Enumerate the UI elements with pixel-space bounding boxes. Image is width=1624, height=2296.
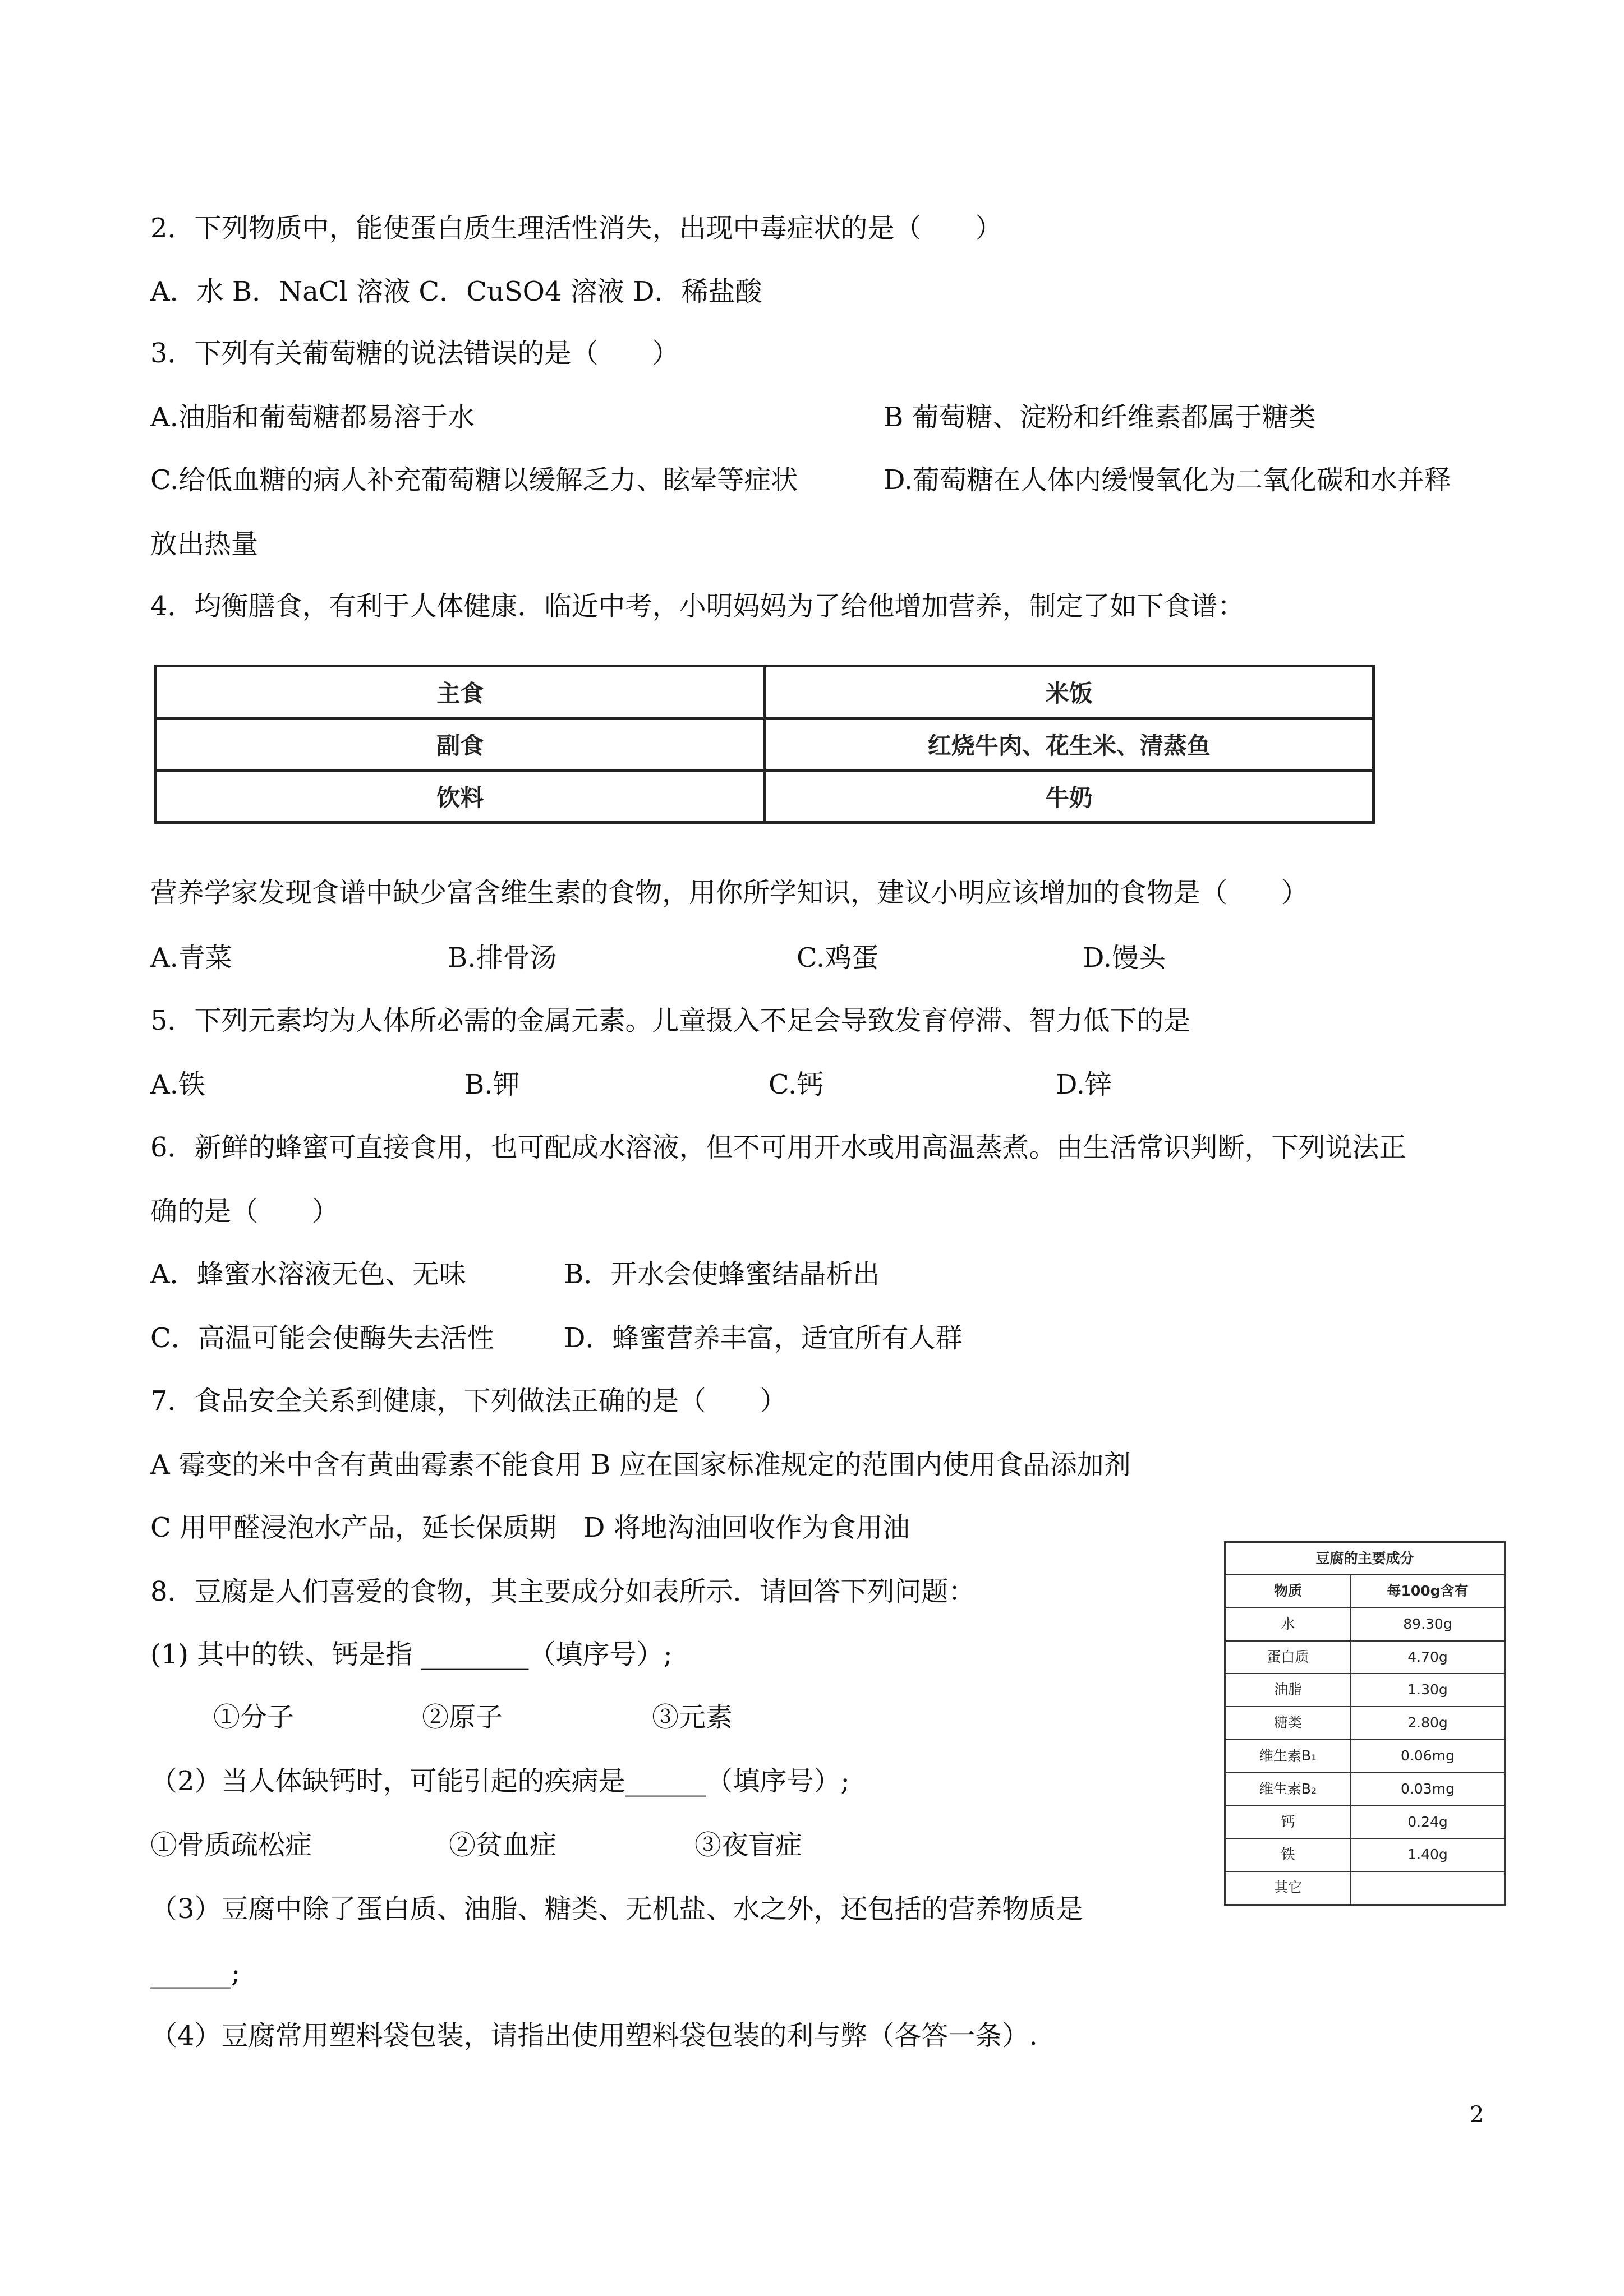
q4-option-a: A.青菜 [150,942,232,974]
q5-stem: 5．下列元素均为人体所必需的金属元素。儿童摄入不足会导致发育停滞、智力低下的是 [150,1005,1191,1036]
q8-stem: 8．豆腐是人们喜爱的食物，其主要成分如表所示．请回答下列问题： [150,1576,976,1607]
q8-part4: （4）豆腐常用塑料袋包装，请指出使用塑料袋包装的利与弊（各答一条）. [150,2020,1038,2051]
menu-table [154,665,1375,824]
amount-cell: 2.80g [1407,1714,1448,1731]
q3-option-b: B 葡萄糖、淀粉和纤维素都属于糖类 [884,402,1316,433]
q7-options-ab: A 霉变的米中含有黄曲霉素不能食用 B 应在国家标准规定的范围内使用食品添加剂 [150,1449,1131,1481]
substance-cell: 维生素B₁ [1226,1740,1351,1772]
substance-cell: 蛋白质 [1226,1642,1351,1673]
amount-cell: 0.24g [1407,1813,1448,1830]
q5-option-a: A.铁 [150,1069,205,1100]
menu-item: 红烧牛肉、花生米、清蒸鱼 [765,718,1374,771]
menu-category: 副食 [156,718,765,771]
amount-cell: 89.30g [1403,1615,1452,1632]
q4-follow-up: 营养学家发现食谱中缺少富含维生素的食物，用你所学知识，建议小明应该增加的食物是（ ） [150,877,1309,909]
q3-stem: 3．下列有关葡萄糖的说法错误的是（ ） [150,338,679,369]
q8-part1-option1: ①分子 [213,1702,295,1733]
amount-cell: 1.40g [1407,1846,1448,1863]
q4-option-c: C.鸡蛋 [797,942,879,974]
q8-part2-option2: ②贫血症 [449,1829,557,1861]
q3-option-a: A.油脂和葡萄糖都易溶于水 [150,402,475,433]
page-number: 2 [1470,2102,1484,2128]
q6-stem-continued: 确的是（ ） [150,1196,339,1227]
menu-item: 米饭 [765,666,1374,718]
q5-option-c: C.钙 [769,1069,824,1100]
amount-cell [1351,1872,1504,1904]
amount-cell: 4.70g [1407,1648,1448,1665]
substance-cell: 钙 [1226,1806,1351,1838]
amount-cell: 1.30g [1407,1681,1448,1698]
q4-option-b: B.排骨汤 [448,942,557,974]
table-row [1226,1806,1504,1839]
menu-row [156,771,1374,823]
q6-option-b: B．开水会使蜂蜜结晶析出 [564,1258,880,1290]
q2-stem: 2．下列物质中，能使蛋白质生理活性消失，出现中毒症状的是（ ） [150,213,1002,244]
q4-stem: 4．均衡膳食，有利于人体健康．临近中考，小明妈妈为了给他增加营养，制定了如下食谱： [150,591,1245,622]
q8-part1: (1) 其中的铁、钙是指 ________（填序号）; [150,1639,673,1670]
substance-cell: 油脂 [1226,1674,1351,1706]
q2-options: A．水 B．NaCl 溶液 C．CuSO4 溶液 D．稀盐酸 [150,276,762,307]
q8-part2-option1: ①骨质疏松症 [150,1829,312,1861]
menu-category: 饮料 [156,771,765,823]
table-row [1226,1642,1504,1675]
q8-part2: （2）当人体缺钙时，可能引起的疾病是______（填序号）; [150,1765,850,1797]
q6-option-c: C．高温可能会使酶失去活性 [150,1322,494,1354]
q5-option-d: D.锌 [1056,1069,1112,1100]
menu-row [156,718,1374,771]
q8-part3: （3）豆腐中除了蛋白质、油脂、糖类、无机盐、水之外，还包括的营养物质是 [150,1893,1083,1925]
q7-options-cd: C 用甲醛浸泡水产品，延长保质期 D 将地沟油回收作为食用油 [150,1512,910,1543]
table-row [1226,1707,1504,1740]
table-row [1226,1740,1504,1773]
table-row [1226,1773,1504,1806]
menu-row [156,666,1374,718]
substance-cell: 铁 [1226,1839,1351,1871]
tofu-table-header [1226,1575,1504,1608]
substance-cell: 维生素B₂ [1226,1773,1351,1805]
q4-option-d: D.馒头 [1083,942,1166,974]
q8-part2-option3: ③夜盲症 [694,1829,803,1861]
q8-part3-blank: ______; [150,1957,241,1989]
q3-option-c: C.给低血糖的病人补充葡萄糖以缓解乏力、眩晕等症状 [150,464,798,496]
q8-part1-option3: ③元素 [652,1702,733,1733]
tofu-table-caption: 豆腐的主要成分 [1226,1543,1504,1575]
amount-cell: 0.03mg [1401,1780,1455,1797]
menu-category: 主食 [156,666,765,718]
table-row [1226,1674,1504,1707]
q3-option-d: D.葡萄糖在人体内缓慢氧化为二氧化碳和水并释 [884,464,1452,496]
q6-option-d: D．蜂蜜营养丰富，适宜所有人群 [564,1322,963,1354]
q5-option-b: B.钾 [464,1069,520,1100]
table-row [1226,1839,1504,1872]
q6-stem: 6．新鲜的蜂蜜可直接食用，也可配成水溶液，但不可用开水或用高温蒸煮。由生活常识判断，下列说法正 [150,1132,1406,1163]
table-row [1226,1608,1504,1642]
tofu-nutrition-table [1224,1541,1506,1906]
substance-cell: 水 [1226,1608,1351,1640]
q7-stem: 7．食品安全关系到健康，下列做法正确的是（ ） [150,1385,787,1417]
q8-part1-option2: ②原子 [422,1702,503,1733]
q6-option-a: A．蜂蜜水溶液无色、无味 [150,1258,466,1290]
q3-option-d-continued: 放出热量 [150,528,259,560]
header-substance: 物质 [1226,1575,1351,1607]
table-row [1226,1872,1504,1904]
header-amount: 每100g含有 [1387,1583,1469,1599]
substance-cell: 其它 [1226,1872,1351,1904]
substance-cell: 糖类 [1226,1707,1351,1739]
menu-item: 牛奶 [765,771,1374,823]
amount-cell: 0.06mg [1401,1747,1455,1764]
